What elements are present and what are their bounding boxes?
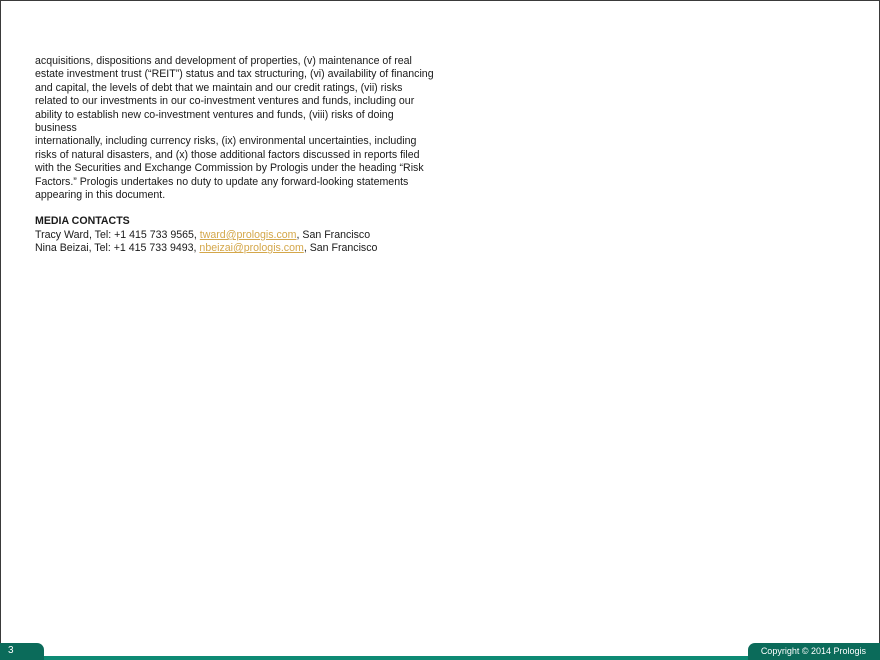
contact-details: Tracy Ward, Tel: +1 415 733 9565, [35,228,200,241]
body-line: ability to establish new co-investment ventures and funds, (viii) risks of doing business [35,108,394,135]
media-contacts-heading: MEDIA CONTACTS [35,215,130,228]
contact-details: Nina Beizai, Tel: +1 415 733 9493, [35,242,200,255]
copyright-notice: Copyright © 2014 Prologis [748,643,880,660]
body-line: Factors.” Prologis undertakes no duty to update any forward-looking statements [35,175,409,188]
body-line: and capital, the levels of debt that we maintain and our credit ratings, (vii) risks [35,81,403,94]
body-line: with the Securities and Exchange Commission by Prologis under the heading “Risk [35,162,424,175]
media-contact-tracy-ward [35,229,435,242]
body-line: estate investment trust (“REIT”) status and tax structuring, (vi) availability of financing [35,68,434,81]
page-content [35,55,435,256]
body-line: appearing in this document. [35,189,166,202]
body-line: internationally, including currency risks, (ix) environmental uncertainties, including [35,135,417,148]
contact-email-link[interactable]: nbeizai@prologis.com [199,242,304,255]
body-line: risks of natural disasters, and (x) those additional factors discussed in reports filed [35,148,420,161]
contact-email-link[interactable]: tward@prologis.com [199,228,297,241]
body-line: related to our investments in our co-investment ventures and funds, including our [35,95,415,108]
media-contact-nina-beizai [35,242,435,255]
forward-looking-statement-paragraph [35,55,435,202]
page-number: 3 [0,643,44,660]
contact-location: , San Francisco [303,242,378,255]
contact-location: , San Francisco [296,228,371,241]
body-line: acquisitions, dispositions and development of properties, (v) maintenance of real [35,55,412,67]
